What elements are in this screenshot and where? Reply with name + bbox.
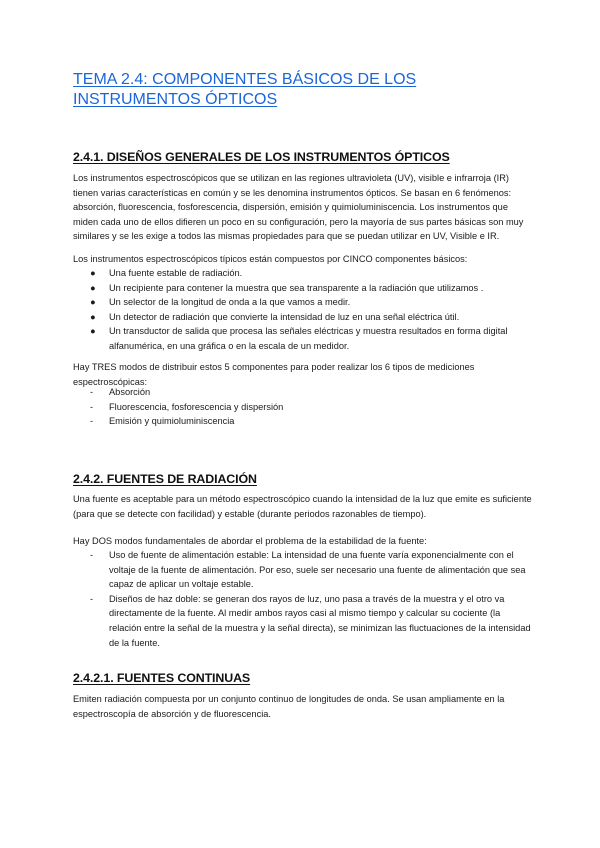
list-item xyxy=(73,414,533,429)
paragraph-2-4-2-1: Emiten radiación compuesta por un conjunto continuo de longitudes de onda. Se usan ampliamente en la espectroscopía de absorción y de fluorescencia. xyxy=(73,694,505,719)
list-item xyxy=(73,295,533,310)
page-title: TEMA 2.4: COMPONENTES BÁSICOS DE LOS INSTRUMENTOS ÓPTICOS xyxy=(73,71,417,108)
list-item-text: Fluorescencia, fosforescencia y dispersión xyxy=(109,401,284,412)
paragraph-modes-intro-2-4-2: Hay DOS modos fundamentales de abordar el problema de la estabilidad de la fuente: xyxy=(73,536,427,546)
paragraph-modes-intro-2-4-1: Hay TRES modos de distribuir estos 5 componentes para poder realizar los 6 tipos de mediciones espectroscópicas: xyxy=(73,362,475,387)
list-item xyxy=(73,266,533,281)
paragraph-intro-2-4-2: Una fuente es aceptable para un método espectroscópico cuando la intensidad de la luz que emite es suficiente (para que se detecte con facilidad) y estable (durante periodos razonables de tiempo). xyxy=(73,494,532,519)
bullet-marker: ● xyxy=(90,268,96,278)
list-item xyxy=(73,385,533,400)
list-item xyxy=(73,592,533,650)
list-item-text: Un transductor de salida que procesa las señales eléctricas y muestra resultados en forma digital alfanumérica, en una gráfica o en la escala de un medidor. xyxy=(109,326,508,351)
list-item-text: Un detector de radiación que convierte la intensidad de luz en una señal eléctrica útil. xyxy=(109,311,460,322)
list-item-text: Un recipiente para contener la muestra que sea transparente a la radiación que utilizamos . xyxy=(109,282,484,293)
bullet-marker: ● xyxy=(90,282,96,293)
section-heading-2-4-1: 2.4.1. DISEÑOS GENERALES DE LOS INSTRUMENTOS ÓPTICOS xyxy=(73,150,450,164)
list-item-text: Emisión y quimioluminiscencia xyxy=(109,416,235,427)
bullet-marker: ● xyxy=(90,297,96,308)
list-item xyxy=(73,324,533,353)
modes-list-2-4-1 xyxy=(73,385,533,429)
dash-marker: - xyxy=(90,550,94,560)
bullet-marker: ● xyxy=(90,326,96,337)
list-item-text: Un selector de la longitud de onda a la que vamos a medir. xyxy=(109,297,351,308)
modes-list-2-4-2 xyxy=(73,548,533,650)
list-item xyxy=(73,548,533,592)
list-item xyxy=(73,310,533,325)
list-item-text: Uso de fuente de alimentación estable: La intensidad de una fuente varía exponencialmente con el voltaje de la fuente de alimentación. Por eso, suele ser necesario una fuente de alimentación que sea capaz de aplicar un voltaje estable. xyxy=(109,550,526,590)
list-item xyxy=(73,400,533,415)
dash-marker: - xyxy=(90,401,94,412)
dash-marker: - xyxy=(90,593,94,604)
paragraph-components-intro: Los instrumentos espectroscópicos típicos están compuestos por CINCO componentes básicos: xyxy=(73,254,468,264)
dash-marker: - xyxy=(90,416,94,427)
components-list xyxy=(73,266,533,354)
list-item-text: Una fuente estable de radiación. xyxy=(109,268,243,278)
section-heading-2-4-2-1: 2.4.2.1. FUENTES CONTINUAS xyxy=(73,671,251,685)
list-item-text: Diseños de haz doble: se generan dos rayos de luz, uno pasa a través de la muestra y el otro va directamente de la fuente. Al medir ambos rayos casi al mismo tiempo y calcular su cociente (la relación entre la señal de la muestra y la señal directa), se minimizan las fluctuaciones de la intensidad de la fuente. xyxy=(109,593,531,648)
list-item-text: Absorción xyxy=(109,387,151,397)
list-item xyxy=(73,281,533,296)
bullet-marker: ● xyxy=(90,311,96,322)
dash-marker: - xyxy=(90,387,94,397)
section-heading-2-4-2: 2.4.2. FUENTES DE RADIACIÓN xyxy=(73,472,257,486)
paragraph-intro-2-4-1: Los instrumentos espectroscópicos que se utilizan en las regiones ultravioleta (UV), visible e infrarroja (IR) tienen varias características en común y se les denomina instrumentos ópticos. Se basan en 6 fenómenos: absorción, fluorescencia, fosforescencia, dispersión, emisión y quimioluminiscencia. Los instrumentos que miden cada uno de ellos difieren un poco en su configuración, pero la mayoría de sus partes básicas son muy similares y se les exige a todos las mismas propiedades para que se puedan utilizar en UV, Visible e IR. xyxy=(73,173,524,242)
